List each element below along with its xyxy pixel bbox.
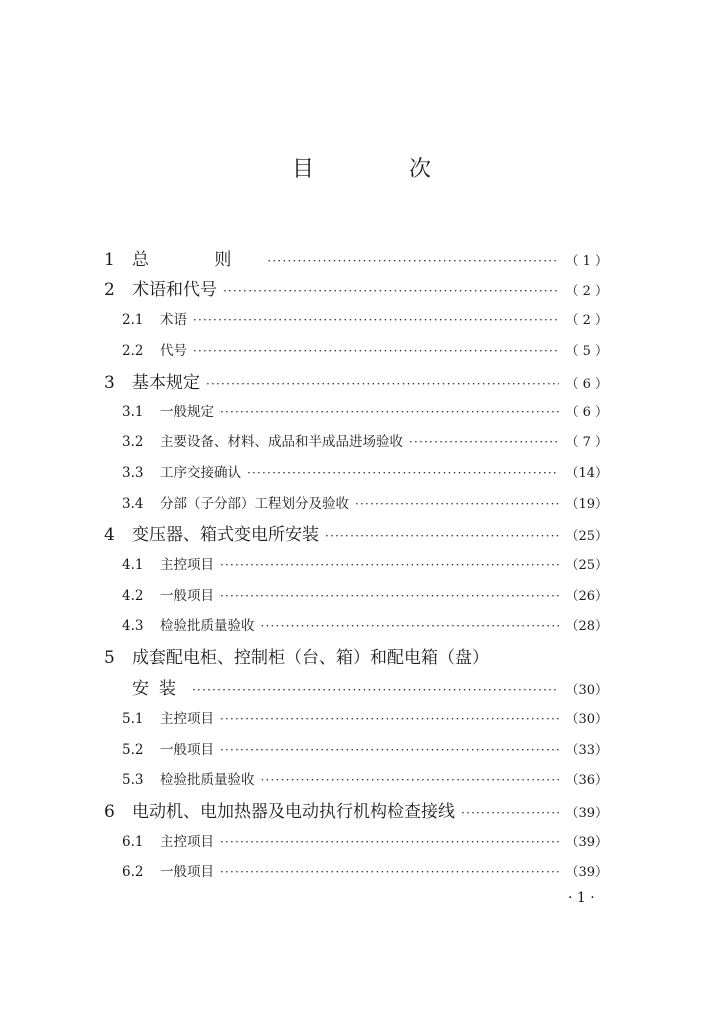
toc-entry-number: 6.2 — [122, 864, 144, 880]
dot-leader — [267, 254, 559, 268]
dot-leader — [193, 344, 559, 358]
toc-entry-1[interactable] — [104, 245, 608, 270]
toc-entry-title: 一般项目 — [160, 742, 214, 758]
dot-leader — [193, 313, 559, 327]
toc-entry-6[interactable] — [104, 797, 608, 822]
toc-entry-page: （ 5 ） — [565, 344, 608, 359]
toc-entry-2-2[interactable] — [122, 339, 608, 359]
toc-entry-title: 检验批质量验收 — [160, 772, 255, 788]
toc-entry-5[interactable] — [104, 643, 489, 668]
toc-entry-title: 成套配电柜、控制柜（台、箱）和配电箱（盘） — [132, 648, 489, 668]
toc-entry-page: （25） — [565, 558, 608, 573]
toc-entry-title: 工序交接确认 — [160, 465, 241, 481]
toc-entry-number: 6.1 — [122, 834, 144, 850]
toc-entry-3-4[interactable] — [122, 492, 608, 512]
toc-entry-5-continuation[interactable] — [132, 674, 608, 699]
dot-leader — [461, 806, 559, 820]
toc-entry-5-3[interactable] — [122, 768, 608, 788]
toc-entry-page: （ 2 ） — [565, 313, 608, 328]
toc-entry-number: 3.4 — [122, 496, 144, 512]
dot-leader — [192, 683, 559, 697]
toc-entry-number: 6 — [104, 802, 115, 822]
toc-entry-page: （33） — [565, 743, 608, 758]
toc-entry-title: 主控项目 — [160, 834, 214, 850]
page-title: 目 次 — [292, 157, 475, 182]
dot-leader — [220, 743, 559, 757]
toc-entry-number: 1 — [104, 250, 115, 270]
toc-entry-number: 3.2 — [122, 434, 144, 450]
dot-leader — [409, 435, 559, 449]
toc-entry-page: （39） — [565, 835, 608, 850]
toc-entry-3-2[interactable] — [122, 430, 608, 450]
toc-entry-2-1[interactable] — [122, 308, 608, 328]
toc-entry-number: 4.1 — [122, 557, 144, 573]
toc-entry-title-continuation: 安装 — [132, 679, 186, 699]
toc-entry-title: 电动机、电加热器及电动执行机构检查接线 — [132, 802, 455, 822]
toc-entry-4-1[interactable] — [122, 553, 608, 573]
toc-entry-title: 主控项目 — [160, 711, 214, 727]
dot-leader — [261, 619, 560, 633]
toc-entry-number: 4 — [104, 525, 115, 545]
dot-leader — [261, 773, 560, 787]
page-number-footer: · 1 · — [568, 890, 595, 906]
toc-entry-6-1[interactable] — [122, 830, 608, 850]
toc-entry-title: 一般项目 — [160, 588, 214, 604]
dot-leader — [220, 712, 559, 726]
toc-entry-page: （ 6 ） — [565, 405, 608, 420]
toc-entry-title: 术语和代号 — [132, 280, 217, 300]
toc-entry-4-2[interactable] — [122, 584, 608, 604]
dot-leader — [325, 529, 559, 543]
toc-entry-page: （30） — [565, 683, 608, 698]
dot-leader — [220, 589, 559, 603]
toc-entry-number: 5.1 — [122, 711, 144, 727]
toc-entry-4[interactable] — [104, 520, 608, 545]
toc-entry-page: （19） — [565, 497, 608, 512]
toc-entry-5-2[interactable] — [122, 738, 608, 758]
toc-entry-title: 基本规定 — [132, 373, 200, 393]
dot-leader — [355, 497, 559, 511]
toc-entry-page: （39） — [565, 865, 608, 880]
toc-entry-number: 4.2 — [122, 588, 144, 604]
toc-entry-3[interactable] — [104, 368, 608, 393]
toc-entry-number: 4.3 — [122, 618, 144, 634]
dot-leader — [220, 835, 559, 849]
toc-entry-title: 术语 — [160, 312, 187, 328]
toc-entry-title: 变压器、箱式变电所安装 — [132, 525, 319, 545]
toc-entry-number: 2.1 — [122, 312, 144, 328]
dot-leader — [220, 558, 559, 572]
toc-entry-page: （ 6 ） — [565, 377, 608, 392]
toc-entry-page: （ 1 ） — [565, 254, 608, 269]
toc-entry-number: 5.3 — [122, 772, 144, 788]
toc-entry-number: 3.1 — [122, 404, 144, 420]
toc-entry-number: 2 — [104, 280, 115, 300]
toc-entry-number: 2.2 — [122, 343, 144, 359]
toc-entry-number: 3.3 — [122, 465, 144, 481]
toc-entry-page: （26） — [565, 589, 608, 604]
toc-entry-title: 分部（子分部）工程划分及验收 — [160, 496, 349, 512]
toc-entry-title: 代号 — [160, 343, 187, 359]
toc-entry-number: 5.2 — [122, 742, 144, 758]
toc-entry-page: （39） — [565, 806, 608, 821]
toc-entry-title: 主控项目 — [160, 557, 214, 573]
toc-entry-page: （ 2 ） — [565, 284, 608, 299]
toc-entry-page: （28） — [565, 619, 608, 634]
toc-entry-3-1[interactable] — [122, 400, 608, 420]
dot-leader — [247, 466, 559, 480]
toc-entry-6-2[interactable] — [122, 860, 608, 880]
toc-entry-5-1[interactable] — [122, 707, 608, 727]
toc-entry-number: 3 — [104, 373, 115, 393]
toc-entry-title: 主要设备、材料、成品和半成品进场验收 — [160, 434, 403, 450]
toc-entry-4-3[interactable] — [122, 614, 608, 634]
toc-entry-title: 一般规定 — [160, 404, 214, 420]
toc-entry-page: （36） — [565, 773, 608, 788]
toc-entry-page: （25） — [565, 529, 608, 544]
toc-entry-2[interactable] — [104, 275, 608, 300]
dot-leader — [220, 405, 559, 419]
toc-entry-page: （14） — [565, 466, 608, 481]
dot-leader — [206, 377, 559, 391]
toc-entry-number: 5 — [104, 648, 115, 668]
toc-entry-title: 一般项目 — [160, 864, 214, 880]
toc-entry-title: 检验批质量验收 — [160, 618, 255, 634]
dot-leader — [220, 865, 559, 879]
toc-entry-3-3[interactable] — [122, 461, 608, 481]
toc-entry-page: （ 7 ） — [565, 435, 608, 450]
toc-entry-title: 总 则 — [132, 250, 262, 270]
dot-leader — [223, 284, 559, 298]
toc-entry-page: （30） — [565, 712, 608, 727]
